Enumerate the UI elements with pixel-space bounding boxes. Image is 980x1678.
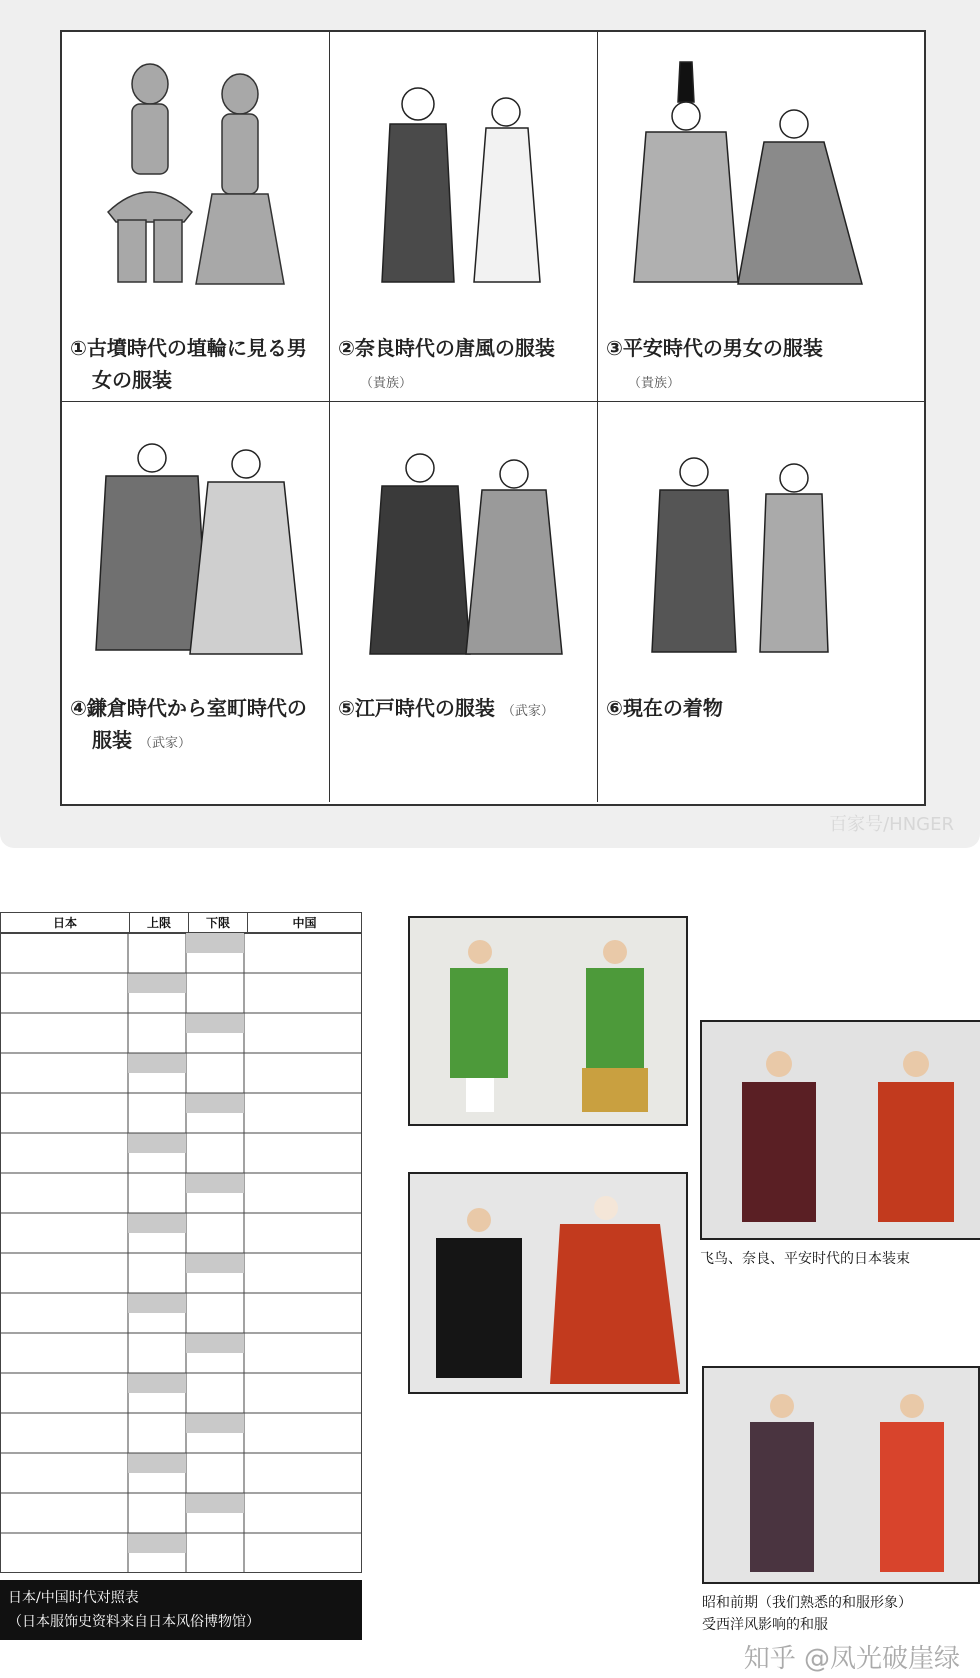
- cell-kofun: [62, 32, 330, 402]
- caption-kamakura-line1: ④鎌倉時代から室町時代の: [70, 696, 307, 720]
- note-asuka: 飞鸟、奈良、平安时代的日本装束: [700, 1251, 910, 1267]
- caption-kamakura-note: （武家）: [138, 736, 191, 751]
- kamakura-figures-illustration: [62, 402, 328, 688]
- caption-nara: ②奈良時代の唐風の服装: [338, 336, 555, 360]
- header-upper: 上限: [130, 913, 189, 933]
- cell-nara: [330, 32, 598, 402]
- caption-heian: ③平安時代の男女の服装: [606, 336, 823, 360]
- cell-edo: [330, 402, 598, 802]
- author-credit: 知乎 @凤光破崖绿: [743, 1644, 960, 1674]
- caption-kamakura-line2: 服装: [92, 728, 132, 752]
- caption-kofun-line1: ①古墳時代の埴輪に見る男: [70, 336, 307, 360]
- header-japan: 日本: [1, 913, 130, 933]
- photo-showa-kimono: [702, 1366, 980, 1584]
- green-costume-figures: [410, 918, 686, 1124]
- court-costume-figures: [702, 1022, 980, 1238]
- caption-edo: ⑤江戸時代の服装: [338, 696, 495, 720]
- heian-costume-figures: [410, 1174, 686, 1392]
- nara-figures-illustration: [330, 32, 596, 324]
- caption-nara-note: （貴族）: [360, 376, 413, 391]
- heian-figures-illustration: [598, 32, 922, 324]
- costume-grid: [60, 30, 926, 806]
- modern-kimono-illustration: [598, 402, 922, 688]
- table-caption-line2: （日本服饰史资料来自日本风俗博物馆）: [8, 1614, 260, 1630]
- caption-heian-note: （貴族）: [628, 376, 681, 391]
- cell-kamakura: [62, 402, 330, 802]
- table-body-grid: [0, 933, 362, 1573]
- table-caption: [0, 1580, 362, 1640]
- caption-edo-note: （武家）: [501, 704, 554, 719]
- period-comparison-table: [0, 912, 362, 1640]
- watermark: 百家号/HNGER: [829, 814, 954, 835]
- caption-kofun-line2: 女の服装: [92, 368, 172, 392]
- photo-green-costumes: [408, 916, 688, 1126]
- table-caption-line1: 日本/中国时代对照表: [8, 1590, 139, 1606]
- edo-figures-illustration: [330, 402, 596, 688]
- header-china: 中国: [248, 913, 362, 933]
- table-header-row: [1, 913, 362, 933]
- header-lower: 下限: [189, 913, 248, 933]
- photo-court-costumes: [700, 1020, 980, 1240]
- showa-kimono-figures: [704, 1368, 978, 1582]
- kofun-figures-illustration: [62, 32, 328, 324]
- caption-modern: ⑥現在の着物: [606, 696, 723, 720]
- cell-heian: [598, 32, 924, 402]
- note-showa-line2: 受西洋风影响的和服: [702, 1617, 828, 1633]
- cell-modern: [598, 402, 924, 802]
- note-showa-line1: 昭和前期（我们熟悉的和服形象）: [702, 1595, 912, 1611]
- photo-heian-costumes: [408, 1172, 688, 1394]
